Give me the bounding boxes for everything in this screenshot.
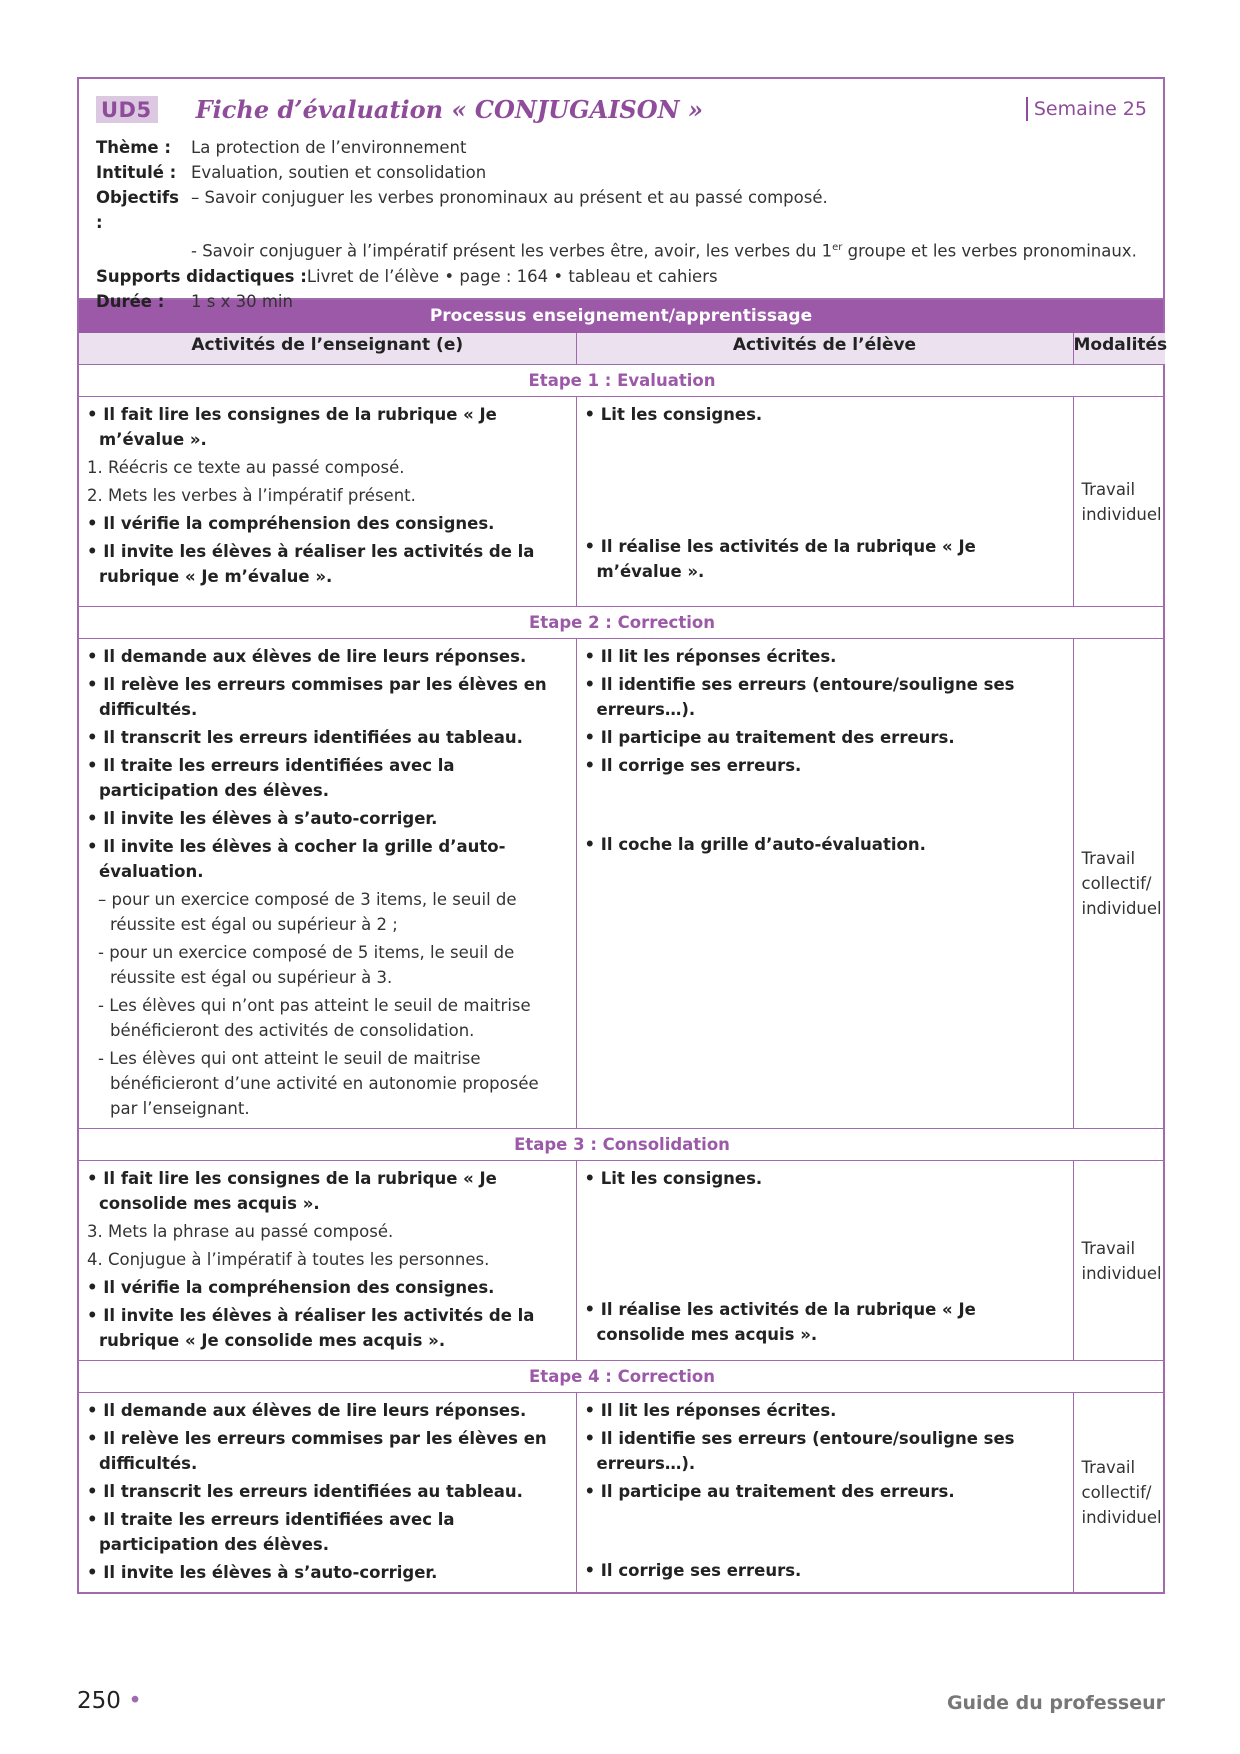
etape-2-title: Etape 2 : Correction <box>79 607 1165 639</box>
etape-3-title: Etape 3 : Consolidation <box>79 1129 1165 1161</box>
theme-label: Thème : <box>96 138 171 157</box>
etape-2-student <box>576 639 1073 1129</box>
list-item: 2. Mets les verbes à l’impératif présent. <box>87 486 416 505</box>
list-item: • Il invite les élèves à s’auto-corriger. <box>87 1563 438 1582</box>
list-item: • Lit les consignes. <box>584 1169 763 1188</box>
list-item: • Il vérifie la compréhension des consignes. <box>87 1278 495 1297</box>
list-item: • Lit les consignes. <box>584 405 763 424</box>
duree-label: Durée : <box>96 291 165 311</box>
etape-4-student <box>576 1393 1073 1593</box>
list-item: • Il participe au traitement des erreurs. <box>584 728 955 747</box>
intitule-value: Evaluation, soutien et consolidation <box>191 163 487 182</box>
intitule-label: Intitulé : <box>96 163 177 182</box>
list-item: • Il demande aux élèves de lire leurs réponses. <box>87 647 527 666</box>
list-item: • Il demande aux élèves de lire leurs réponses. <box>87 1401 527 1420</box>
footer-guide: Guide du professeur <box>946 1692 1165 1714</box>
list-item: • Il traite les erreurs identifiées avec la participation des élèves. <box>87 1510 455 1554</box>
etape-4-teacher <box>79 1393 576 1593</box>
list-item: • Il réalise les activités de la rubrique « Je m’évalue ». <box>584 537 976 581</box>
col-student-header: Activités de l’élève <box>576 333 1073 365</box>
list-item: • Il lit les réponses écrites. <box>584 647 837 666</box>
objectifs-label: Objectifs : <box>96 188 180 232</box>
list-item: - pour un exercice composé de 5 items, le seuil de réussite est égal ou supérieur à 3. <box>98 943 515 987</box>
process-title: Processus enseignement/apprentissage <box>79 298 1163 333</box>
mode-text: Travail <box>1081 1238 1136 1258</box>
mode-text: Travail <box>1081 1458 1136 1477</box>
etape-4-title: Etape 4 : Correction <box>79 1361 1165 1393</box>
list-item: • Il transcrit les erreurs identifiées au tableau. <box>87 728 523 747</box>
etape-2-mode <box>1073 639 1165 1129</box>
bullet-icon: • <box>128 1688 142 1714</box>
theme-value: La protection de l’environnement <box>191 138 467 157</box>
objectif-2: - Savoir conjuguer à l’impératif présent les verbes être, avoir, les verbes du 1er groupe et les verbes pronominaux. <box>191 241 1137 261</box>
list-item: 4. Conjugue à l’impératif à toutes les personnes. <box>87 1250 490 1269</box>
mode-text: Travail <box>1081 479 1136 499</box>
list-item: • Il fait lire les consignes de la rubrique « Je consolide mes acquis ». <box>87 1169 497 1213</box>
list-item: – pour un exercice composé de 3 items, le seuil de réussite est égal ou supérieur à 2 ; <box>98 890 517 934</box>
mode-text: collectif/ <box>1081 1483 1152 1502</box>
mode-text: Travail <box>1081 849 1136 868</box>
etape-1-row <box>79 397 1165 607</box>
list-item: - Les élèves qui ont atteint le seuil de maitrise bénéficieront d’une activité en autonomie proposée par l’enseignant. <box>98 1049 539 1118</box>
title-row <box>96 93 1147 125</box>
list-item: 3. Mets la phrase au passé composé. <box>87 1222 394 1241</box>
list-item: • Il lit les réponses écrites. <box>584 1401 837 1420</box>
list-item: • Il transcrit les erreurs identifiées au tableau. <box>87 1482 523 1501</box>
etape-4-row <box>79 1393 1165 1593</box>
mode-text: individuel <box>1081 899 1162 918</box>
etape-2-teacher <box>79 639 576 1129</box>
supports-label: Supports didactiques : <box>96 266 307 286</box>
list-item: • Il relève les erreurs commises par les élèves en difficultés. <box>87 1429 547 1473</box>
list-item: • Il invite les élèves à réaliser les activités de la rubrique « Je consolide mes acquis ». <box>87 1306 535 1350</box>
etape-1-student <box>576 397 1073 607</box>
list-item: • Il corrige ses erreurs. <box>584 756 802 775</box>
duree-value: 1 s x 30 min <box>191 291 293 311</box>
list-item: • Il invite les élèves à réaliser les activités de la rubrique « Je m’évalue ». <box>87 542 535 586</box>
etape-3-row <box>79 1161 1165 1361</box>
mode-text: collectif/ <box>1081 874 1152 893</box>
sheet-header <box>79 79 1163 311</box>
list-item: • Il identifie ses erreurs (entoure/souligne ses erreurs…). <box>584 1429 1015 1473</box>
mode-text: individuel <box>1081 504 1162 524</box>
mode-text: individuel <box>1081 1508 1162 1527</box>
list-item: - Les élèves qui n’ont pas atteint le seuil de maitrise bénéficieront des activités de consolidation. <box>98 996 531 1040</box>
col-teacher-header: Activités de l’enseignant (e) <box>79 333 576 365</box>
list-item: • Il identifie ses erreurs (entoure/souligne ses erreurs…). <box>584 675 1015 719</box>
list-item: • Il vérifie la compréhension des consignes. <box>87 514 495 533</box>
etape-2-row <box>79 639 1165 1129</box>
meta-block <box>96 135 1147 314</box>
etape-4-mode <box>1073 1393 1165 1593</box>
supports-value: Livret de l’élève • page : 164 • tableau et cahiers <box>306 266 718 286</box>
list-item: • Il invite les élèves à s’auto-corriger. <box>87 809 438 828</box>
list-item: • Il réalise les activités de la rubrique « Je consolide mes acquis ». <box>584 1300 976 1344</box>
page-number: 250 • <box>77 1688 142 1714</box>
mode-text: individuel <box>1081 1263 1162 1283</box>
week-label: Semaine 25 <box>1026 97 1147 121</box>
list-item: • Il fait lire les consignes de la rubrique « Je m’évalue ». <box>87 405 497 449</box>
list-item: • Il participe au traitement des erreurs. <box>584 1482 955 1501</box>
etape-3-teacher <box>79 1161 576 1361</box>
list-item: • Il traite les erreurs identifiées avec la participation des élèves. <box>87 756 455 800</box>
etape-1-title: Etape 1 : Evaluation <box>79 365 1165 397</box>
list-item: • Il invite les élèves à cocher la grille d’auto-évaluation. <box>87 837 506 881</box>
list-item: • Il coche la grille d’auto-évaluation. <box>584 835 926 854</box>
activities-table <box>79 333 1168 1592</box>
list-item: • Il corrige ses erreurs. <box>584 1561 802 1580</box>
page-title: Fiche d’évaluation « CONJUGAISON » <box>195 94 703 124</box>
evaluation-sheet <box>77 77 1168 1594</box>
objectif-1: – Savoir conjuguer les verbes pronominaux au présent et au passé composé. <box>191 188 828 207</box>
unit-badge: UD5 <box>96 96 158 123</box>
etape-3-mode <box>1073 1161 1165 1361</box>
table-header-row <box>79 333 1165 365</box>
list-item: 1. Réécris ce texte au passé composé. <box>87 458 405 477</box>
etape-1-teacher <box>79 397 576 607</box>
list-item: • Il relève les erreurs commises par les élèves en difficultés. <box>87 675 547 719</box>
col-mode-header: Modalités <box>1073 333 1165 365</box>
etape-1-mode <box>1073 397 1165 607</box>
etape-3-student <box>576 1161 1073 1361</box>
